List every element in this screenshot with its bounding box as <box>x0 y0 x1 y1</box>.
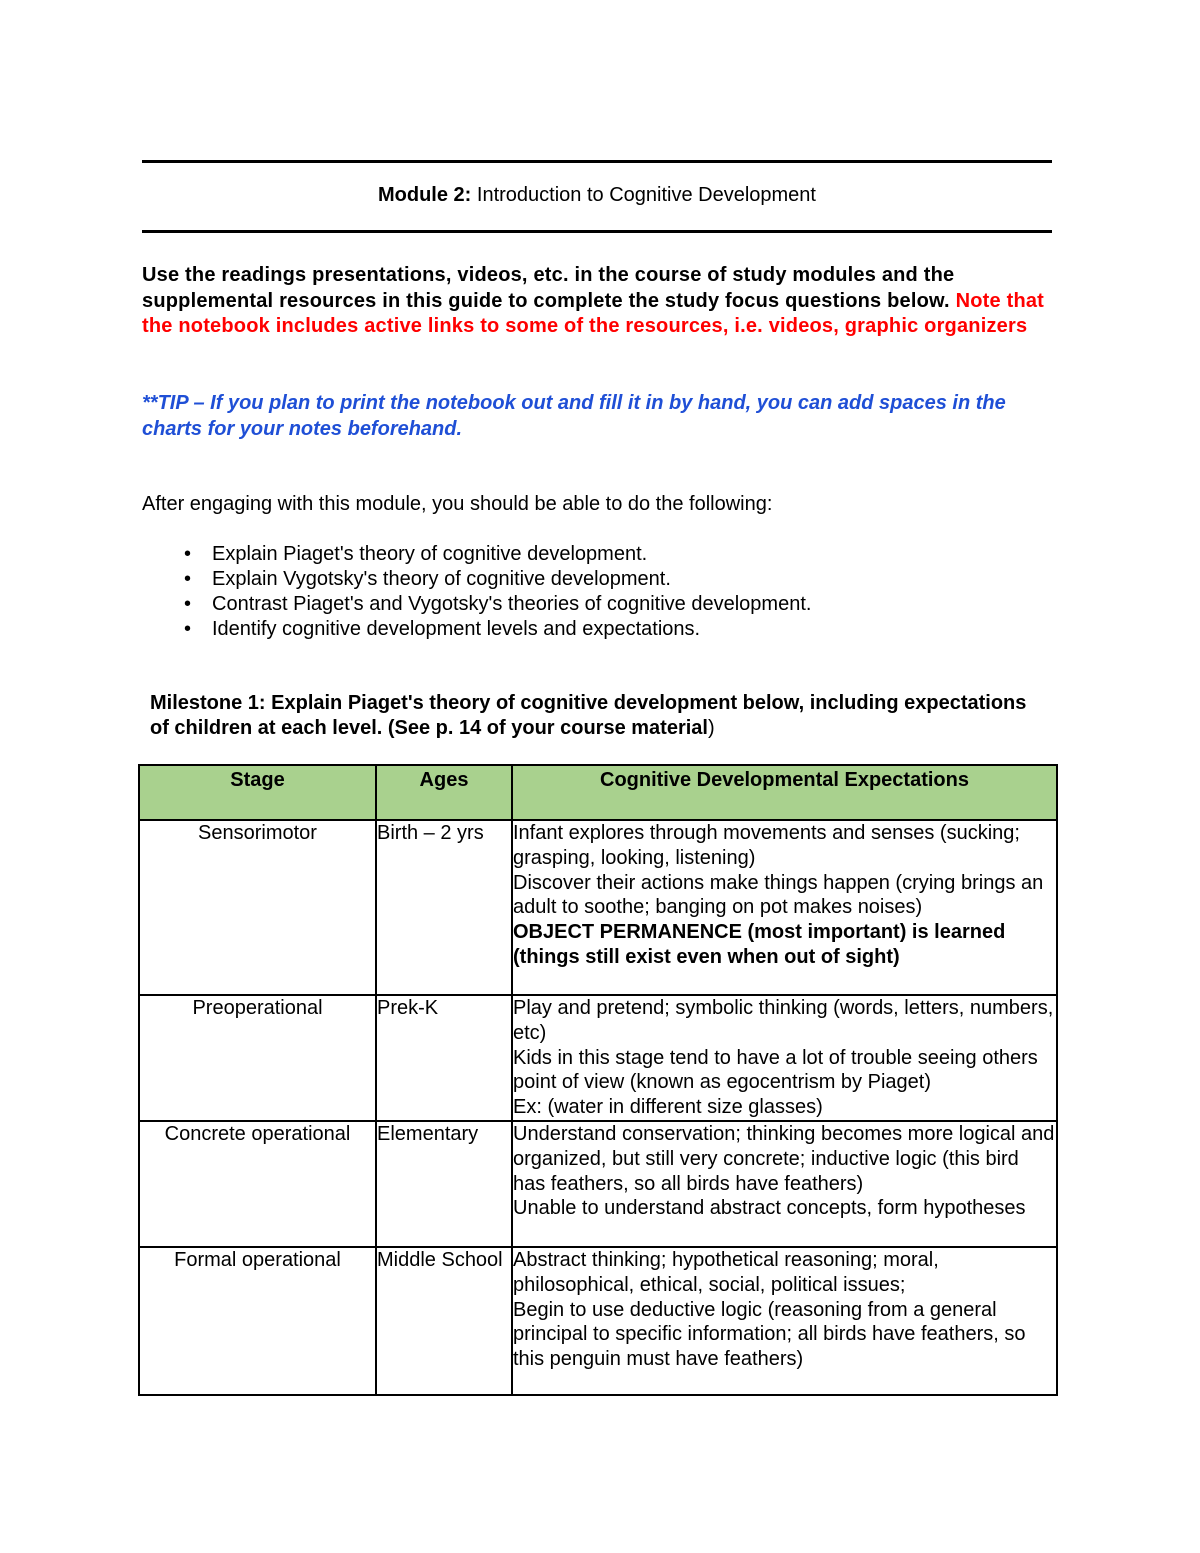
expectations-cell <box>512 995 1057 1121</box>
column-header-expectations: Cognitive Developmental Expectations <box>512 765 1057 820</box>
bottom-divider <box>142 230 1052 233</box>
ages-cell: Middle School <box>376 1247 512 1395</box>
column-header-stage: Stage <box>139 765 376 820</box>
expectations-cell <box>512 820 1057 995</box>
module-label: Module 2: <box>378 184 472 206</box>
top-divider <box>142 160 1052 163</box>
table-row <box>139 1247 1057 1395</box>
bullet-icon: • <box>184 543 192 565</box>
objective-item <box>142 617 811 642</box>
expectations-cell <box>512 1247 1057 1395</box>
expectation-line: Understand conservation; thinking becomes more logical and organized, but still very concrete; inductive logic (this bird has feathers, so all birds have feathers) <box>513 1123 1055 1195</box>
table-header-row <box>139 765 1057 820</box>
bullet-icon: • <box>184 568 192 590</box>
ages-cell: Elementary <box>376 1121 512 1247</box>
expectation-line: Play and pretend; symbolic thinking (words, letters, numbers, etc) <box>513 997 1054 1044</box>
objective-text: Explain Vygotsky's theory of cognitive development. <box>212 568 671 590</box>
intro-paragraph <box>142 263 1062 340</box>
expectation-line: Kids in this stage tend to have a lot of trouble seeing others point of view (known as egocentrism by Piaget) <box>513 1046 1038 1094</box>
page-title <box>142 184 1052 207</box>
stage-cell: Formal operational <box>139 1247 376 1395</box>
milestone-text: Milestone 1: Explain Piaget's theory of cognitive development below, including expectations of children at each level. (See p. 14 of your course material <box>150 692 1027 739</box>
expectation-line: Abstract thinking; hypothetical reasoning; moral, philosophical, ethical, social, political issues; <box>513 1249 939 1296</box>
ages-cell: Prek-K <box>376 995 512 1121</box>
expectations-cell <box>512 1121 1057 1247</box>
objective-item <box>142 567 811 592</box>
expectation-line: Ex: (water in different size glasses) <box>513 1096 823 1119</box>
objectives-list <box>142 542 811 642</box>
objective-text: Identify cognitive development levels and expectations. <box>212 618 701 640</box>
column-header-ages: Ages <box>376 765 512 820</box>
expectation-line: Unable to understand abstract concepts, form hypotheses <box>513 1197 1026 1220</box>
table-row <box>139 995 1057 1121</box>
milestone-tail: ) <box>707 716 715 739</box>
tip-paragraph: **TIP – If you plan to print the notebook out and fill it in by hand, you can add spaces in the charts for your notes beforehand. <box>142 392 1006 440</box>
bullet-icon: • <box>184 618 192 640</box>
intro-instructions: Use the readings presentations, videos, etc. in the course of study modules and the supplemental resources in this guide to complete the study focus questions below. <box>142 264 956 312</box>
milestone-heading <box>150 691 1030 740</box>
stage-cell: Sensorimotor <box>139 820 376 995</box>
expectation-line: Discover their actions make things happen (crying brings an adult to soothe; banging on pot makes noises) <box>513 871 1044 919</box>
expectation-line: Begin to use deductive logic (reasoning from a general principal to specific information; all birds have feathers, so this penguin must have feathers) <box>513 1298 1026 1371</box>
stage-cell: Preoperational <box>139 995 376 1121</box>
objectives-lead: After engaging with this module, you should be able to do the following: <box>142 493 773 515</box>
module-title: Introduction to Cognitive Development <box>471 184 816 206</box>
objective-text: Contrast Piaget's and Vygotsky's theories of cognitive development. <box>212 593 812 615</box>
expectation-line: OBJECT PERMANENCE (most important) is learned (things still exist even when out of sight) <box>513 921 1006 968</box>
objective-text: Explain Piaget's theory of cognitive development. <box>212 543 648 565</box>
objective-item <box>142 542 811 567</box>
stage-cell: Concrete operational <box>139 1121 376 1247</box>
ages-cell: Birth – 2 yrs <box>376 820 512 995</box>
piaget-stages-table <box>138 764 1058 1396</box>
table-row <box>139 820 1057 995</box>
table-row <box>139 1121 1057 1247</box>
objective-item <box>142 592 811 617</box>
intro-note: Note that the notebook includes active links to some of the resources, i.e. videos, graphic organizers <box>142 289 1045 337</box>
expectation-line: Infant explores through movements and senses (sucking; grasping, looking, listening) <box>513 822 1020 869</box>
bullet-icon: • <box>184 593 192 615</box>
